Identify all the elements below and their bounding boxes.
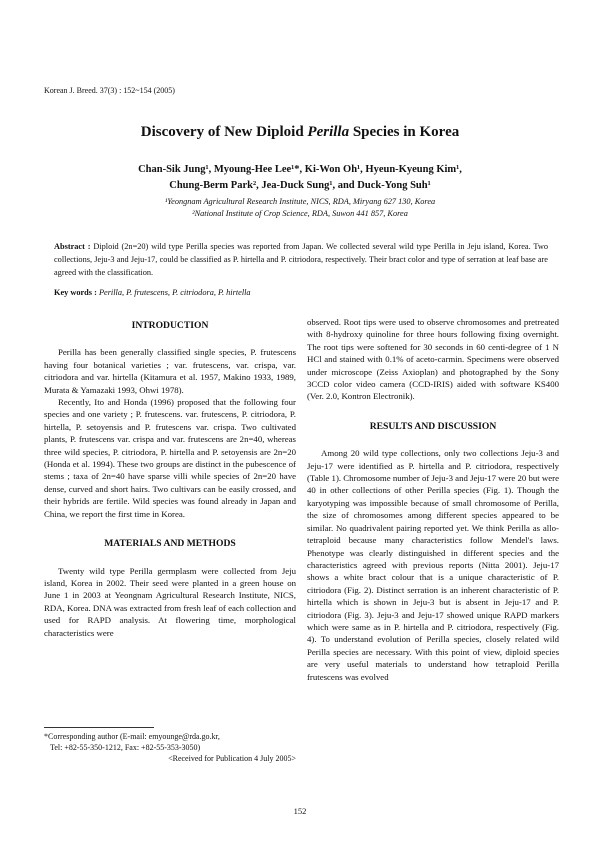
abstract-text: Diploid (2n=20) wild type Perilla species was reported from Japan. We collected several wild type Perilla in Jeju island, Korea. Two collections, Jeju-3 and Jeju-17, could be classified as P. hirtella and P. citriodora, respectively. Their bract color and type of serration at leaf base are agreed with the classification. — [54, 242, 548, 277]
heading-results-discussion: RESULTS AND DISCUSSION — [369, 420, 497, 432]
affiliation: ¹Yeongnam Agricultural Research Institute, NICS, RDA, Miryang 627 130, Korea — [164, 197, 436, 206]
footnote-rule — [44, 727, 154, 728]
left-column — [44, 316, 296, 748]
paper-title — [0, 124, 600, 141]
heading-introduction: INTRODUCTION — [131, 320, 209, 331]
journal-citation: Korean J. Breed. 37(3) : 152~154 (2005) — [44, 86, 175, 95]
author-list — [0, 162, 600, 194]
keywords-text: Perilla, P. frutescens, P. citriodora, P. hirtella — [98, 288, 251, 297]
authors-line: Chung-Berm Park², Jea-Duck Sung¹, and Duck-Yong Suh¹ — [169, 180, 431, 191]
title-part: Discovery of New Diploid — [140, 124, 308, 140]
intro-paragraph-2: Recently, Ito and Honda (1996) proposed that the following four species and one variety ; P. frutescens. var. frutescens, P. citriodora, P. hirtella, P. setoyensis and P. frutescens var. crispa. Two cultivated plants, P. frutescens var. crispa and var. frutescens are 2n=40, whereas three wild species, P. citriodora, P. hirtella and P. setoyensis are 2n=20 (Honda et al. 1994). These two groups are distinct in the pubescence of stems ; taxa of 2n=40 have sparse villi while species of 2n=20 have dense, curved and short hairs. Two cultivars can be easily crossed, and their hybrids are fertile. Wild species was found already in Japan and China, we report the first time in Korea. — [44, 397, 296, 519]
title-italic: Perilla — [307, 124, 350, 140]
results-paragraph-1: Among 20 wild type collections, only two collections Jeju-3 and Jeju-17 were identified as P. hirtella and P. citriodora, respectively (Table 1). Chromosome number of Jeju-3 and Jeju-17 were 20 but were 40 in other collections of other Perilla species (Fig. 1). Though the karyotyping was impossible because of small chromosome of Perilla, the size of chromosomes among different species appeared to be similar. No quadrivalent pairing reported yet. We think Perilla as allo-tetraploid because many characteristics follow Mendel's laws. Phenotype was clearly distinguished in different species and the characteristics agreed with previous reports (Nitta 2001). Jeju-17 shows a white bract colour that is a unique characteristic of P. citriodora (Fig. 2). Distinct serration is an inherent characteristic of P. hirtella which is shown in Jeju-3 but is absent in Jeju-17 and P. citriodora (Fig. 3). Jeju-3 and Jeju-17 showed unique RAPD markers which were same as in P. hirtella and P. citriodora, respectively (Fig. 4). To understand evolution of Perilla species, closely related wild Perilla species are necessary. With this point of view, diploid species are very useful materials to understand how tetraploid Perilla frutescens was evolved — [307, 448, 559, 682]
right-column — [307, 316, 559, 836]
footnote-line: *Corresponding author (E-mail: emyounge@rda.go.kr, — [44, 732, 220, 741]
affiliation: ²National Institute of Crop Science, RDA, Suwon 441 857, Korea — [192, 209, 408, 218]
intro-paragraph-1: Perilla has been generally classified single species, P. frutescens having four botanical varieties ; var. frutescens, var. crispa, var. citriodora and var. hirtella (Kitamura et al. 1957, Makino 1933, 1989, Murata & Yamazaki 1993, Ohwi 1978). — [44, 347, 296, 395]
footnote — [44, 727, 296, 764]
page-number: 152 — [293, 806, 307, 816]
keywords-label: Key words : — [54, 288, 99, 297]
abstract — [54, 240, 548, 279]
title-part-end: Species in Korea — [349, 124, 460, 140]
affiliations — [0, 196, 600, 220]
methods-paragraph-1: Twenty wild type Perilla germplasm were collected from Jeju island, Korea in 2002. Their seed were planted in a green house on June 1 in 2003 at Yeongnam Agricultural Research Institute, NICS, RDA, Korea. DNA was extracted from fresh leaf of each collection and used for RAPD analysis. At flowering time, morphological characteristics were — [44, 565, 296, 638]
methods-paragraph-continued: observed. Root tips were used to observe chromosomes and pretreated with 8-hydroxy quinoline for three hours following fixing overnight. The root tips were softened for 30 seconds in 60 centi-degree of 1 N HCl and stained with 0.1% of aceto-carmin. Specimens were observed under microscope (Zeiss Axioplan) and photographed by the Sony 3CCD color video camera (CCD-IRIS) aided with software KS400 (Ver. 2.0, Kontron Electronik). — [307, 317, 559, 402]
heading-materials-methods: MATERIALS AND METHODS — [104, 538, 236, 550]
abstract-label: Abstract : — [54, 242, 94, 251]
authors-line: Chan-Sik Jung¹, Myoung-Hee Lee¹*, Ki-Won Oh¹, Hyeun-Kyeung Kim¹, — [138, 164, 462, 175]
received-date: <Received for Publication 4 July 2005> — [168, 754, 296, 763]
footnote-line: Tel: +82-55-350-1212, Fax: +82-55-353-3050) — [50, 743, 201, 752]
keywords — [54, 288, 548, 297]
